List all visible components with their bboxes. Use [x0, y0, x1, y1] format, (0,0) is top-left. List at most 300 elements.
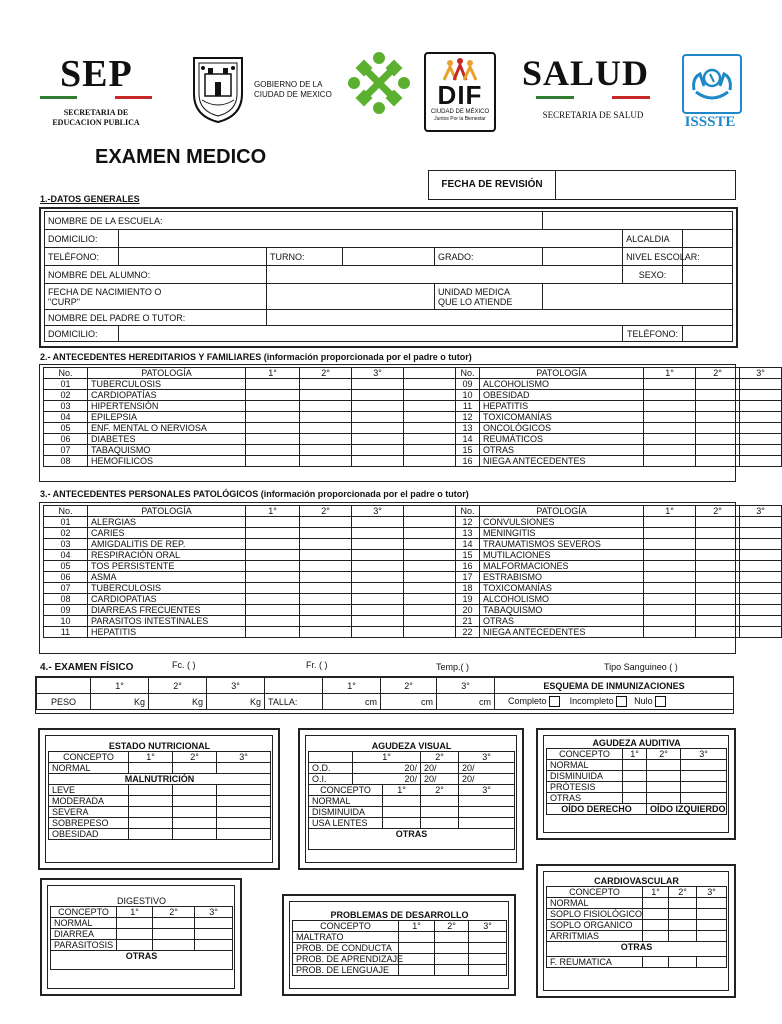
check-cell[interactable] [644, 434, 696, 445]
agudeza-visual-table [308, 741, 515, 850]
check-cell[interactable] [246, 445, 300, 456]
check-cell[interactable] [644, 517, 696, 528]
check-cell[interactable] [697, 909, 727, 920]
check-cell[interactable] [352, 517, 404, 528]
car-h2: 2° [669, 887, 697, 898]
check-cell[interactable] [643, 898, 669, 909]
check-cell[interactable] [117, 940, 153, 951]
check-cell[interactable] [647, 793, 681, 804]
check-cell[interactable] [352, 561, 404, 572]
check-cell[interactable] [300, 539, 352, 550]
agudeza-auditiva-box [536, 728, 736, 840]
check-cell[interactable] [352, 379, 404, 390]
check-cell[interactable] [435, 965, 469, 976]
check-cell[interactable] [300, 583, 352, 594]
check-cell[interactable] [623, 793, 647, 804]
nulo-checkbox[interactable] [655, 696, 666, 707]
check-cell[interactable] [217, 785, 271, 796]
check-cell[interactable] [696, 550, 740, 561]
check-cell[interactable] [696, 390, 740, 401]
fecha-nac-line1: FECHA DE NACIMIENTO O [48, 286, 162, 297]
col-patologia: PATOLOGÍA [88, 368, 246, 379]
check-cell[interactable] [246, 605, 300, 616]
check-cell[interactable] [696, 561, 740, 572]
check-cell[interactable] [129, 796, 173, 807]
check-cell[interactable] [644, 605, 696, 616]
check-cell[interactable] [740, 445, 782, 456]
talla-col-2: 2° [381, 678, 437, 694]
row-patologia: MALFORMACIONES [480, 561, 644, 572]
check-cell[interactable] [435, 943, 469, 954]
row-label: PARASITOSIS [51, 940, 117, 951]
check-cell[interactable] [246, 572, 300, 583]
car-cell[interactable] [669, 957, 697, 968]
check-cell[interactable] [696, 379, 740, 390]
check-cell[interactable] [643, 909, 669, 920]
check-cell[interactable] [246, 379, 300, 390]
check-cell[interactable] [740, 517, 782, 528]
check-cell[interactable] [246, 412, 300, 423]
check-cell[interactable] [300, 605, 352, 616]
check-cell[interactable] [195, 940, 233, 951]
row-number: 18 [456, 583, 480, 594]
check-cell[interactable] [153, 918, 195, 929]
row-patologia: HEPATITIS [88, 627, 246, 638]
nut-cell[interactable] [129, 763, 173, 774]
check-cell[interactable] [647, 771, 681, 782]
check-cell[interactable] [300, 412, 352, 423]
check-cell[interactable] [399, 954, 435, 965]
check-cell[interactable] [352, 616, 404, 627]
dig-h1: 1° [117, 907, 153, 918]
check-cell[interactable] [300, 616, 352, 627]
nivel-label: NIVEL ESCOLAR: [623, 248, 683, 266]
des-h2: 2° [435, 921, 469, 932]
check-cell[interactable] [352, 583, 404, 594]
row-patologia: TRAUMATISMOS SEVEROS [480, 539, 644, 550]
row-number: 16 [456, 456, 480, 467]
check-cell[interactable] [246, 561, 300, 572]
alumno-field[interactable] [267, 266, 623, 284]
fecha-revision-field[interactable] [557, 171, 733, 199]
padre-field[interactable] [267, 310, 733, 326]
check-cell[interactable] [740, 550, 782, 561]
cardiovascular-box [536, 864, 736, 998]
check-cell[interactable] [740, 616, 782, 627]
visual-c3: 3° [459, 785, 515, 796]
check-cell[interactable] [195, 918, 233, 929]
check-cell[interactable] [352, 550, 404, 561]
turno-field[interactable] [343, 248, 435, 266]
datos-generales-frame [39, 207, 738, 348]
unidad-line2: QUE LO ATIENDE [438, 296, 513, 307]
check-cell[interactable] [669, 909, 697, 920]
check-cell[interactable] [129, 829, 173, 840]
gap-cell [404, 434, 456, 445]
check-cell[interactable] [681, 771, 727, 782]
row-number: 14 [456, 539, 480, 550]
check-cell[interactable] [740, 561, 782, 572]
check-cell[interactable] [644, 572, 696, 583]
row-patologia: TUBERCULOSIS [88, 379, 246, 390]
check-cell[interactable] [246, 401, 300, 412]
check-cell[interactable] [696, 412, 740, 423]
digestivo-box [40, 878, 242, 996]
row-number: 13 [456, 528, 480, 539]
check-cell[interactable] [352, 456, 404, 467]
estado-nutricional-table [48, 741, 271, 840]
check-cell[interactable] [696, 423, 740, 434]
check-cell[interactable] [459, 807, 515, 818]
desarrollo-table [292, 910, 507, 976]
check-cell[interactable] [421, 796, 459, 807]
check-cell[interactable] [352, 412, 404, 423]
check-cell[interactable] [696, 539, 740, 550]
salud-tricolor-rule [536, 96, 650, 99]
sexo-field[interactable] [683, 266, 733, 284]
telefono2-field[interactable] [683, 326, 733, 342]
row-number: 06 [44, 572, 88, 583]
peso-1-field[interactable]: Kg [91, 694, 149, 710]
check-cell[interactable] [644, 390, 696, 401]
incompleto-checkbox[interactable] [616, 696, 627, 707]
check-cell[interactable] [696, 605, 740, 616]
check-cell[interactable] [459, 796, 515, 807]
alcaldia-field[interactable] [683, 230, 733, 248]
escuela-field[interactable] [543, 212, 733, 230]
check-cell[interactable] [696, 528, 740, 539]
cdmx-flower-icon [346, 50, 412, 116]
desarrollo-box [282, 894, 516, 996]
check-cell[interactable] [469, 954, 507, 965]
check-cell[interactable] [217, 818, 271, 829]
check-cell[interactable] [421, 807, 459, 818]
incompleto-label: Incompleto [569, 695, 614, 706]
check-cell[interactable] [647, 760, 681, 771]
check-cell[interactable] [399, 965, 435, 976]
check-cell[interactable] [246, 423, 300, 434]
examen-fisico-frame [35, 676, 734, 714]
talla-col-3: 3° [437, 678, 495, 694]
domicilio-field[interactable] [119, 230, 623, 248]
oi-3-field[interactable]: 20/ [459, 774, 515, 785]
check-cell[interactable] [644, 627, 696, 638]
check-cell[interactable] [217, 796, 271, 807]
digestivo-table [50, 896, 233, 970]
oi-2-field[interactable]: 20/ [421, 774, 459, 785]
col-no: No. [44, 368, 88, 379]
check-cell[interactable] [644, 561, 696, 572]
check-cell[interactable] [300, 561, 352, 572]
personales-frame [39, 502, 765, 654]
row-label: NORMAL [547, 760, 623, 771]
check-cell[interactable] [644, 379, 696, 390]
check-cell[interactable] [697, 931, 727, 942]
check-cell[interactable] [352, 445, 404, 456]
check-cell[interactable] [246, 616, 300, 627]
check-cell[interactable] [246, 517, 300, 528]
row-patologia: DIARREAS FRECUENTES [88, 605, 246, 616]
check-cell[interactable] [696, 594, 740, 605]
table-row [49, 829, 271, 840]
check-cell[interactable] [740, 423, 782, 434]
nut-rows [49, 785, 271, 840]
check-cell[interactable] [352, 528, 404, 539]
check-cell[interactable] [246, 550, 300, 561]
gap-cell [404, 616, 456, 627]
check-cell[interactable] [459, 818, 515, 829]
check-cell[interactable] [300, 594, 352, 605]
check-cell[interactable] [696, 445, 740, 456]
check-cell[interactable] [740, 528, 782, 539]
peso-3-field[interactable]: Kg [207, 694, 265, 710]
check-cell[interactable] [681, 782, 727, 793]
check-cell[interactable] [696, 434, 740, 445]
nut-h2: 2° [173, 752, 217, 763]
od-1-field[interactable]: 20/ [353, 763, 421, 774]
check-cell[interactable] [740, 379, 782, 390]
nut-cell[interactable] [173, 763, 217, 774]
check-cell[interactable] [246, 528, 300, 539]
od-3-field[interactable]: 20/ [459, 763, 515, 774]
check-cell[interactable] [696, 517, 740, 528]
nut-h3: 3° [217, 752, 271, 763]
check-cell[interactable] [246, 594, 300, 605]
check-cell[interactable] [300, 434, 352, 445]
table-row [547, 793, 727, 804]
check-cell[interactable] [740, 539, 782, 550]
row-label: LEVE [49, 785, 129, 796]
row-patologia: CONVULSIONES [480, 517, 644, 528]
od-2-field[interactable]: 20/ [421, 763, 459, 774]
check-cell[interactable] [153, 940, 195, 951]
table-row [44, 379, 782, 390]
check-cell[interactable] [246, 539, 300, 550]
check-cell[interactable] [300, 627, 352, 638]
aud-oido-izquierdo: OÍDO IZQUIERDO [647, 804, 727, 815]
check-cell[interactable] [696, 572, 740, 583]
table-row [44, 572, 782, 583]
gap-cell [404, 594, 456, 605]
check-cell[interactable] [740, 434, 782, 445]
check-cell[interactable] [383, 807, 421, 818]
check-cell[interactable] [697, 898, 727, 909]
car-cell[interactable] [643, 957, 669, 968]
check-cell[interactable] [246, 390, 300, 401]
check-cell[interactable] [644, 456, 696, 467]
check-cell[interactable] [697, 920, 727, 931]
check-cell[interactable] [647, 782, 681, 793]
check-cell[interactable] [696, 456, 740, 467]
check-cell[interactable] [681, 760, 727, 771]
check-cell[interactable] [399, 943, 435, 954]
domicilio2-field[interactable] [119, 326, 623, 342]
check-cell[interactable] [117, 929, 153, 940]
check-cell[interactable] [352, 605, 404, 616]
dig-concepto: CONCEPTO [51, 907, 117, 918]
row-label: PROB. DE LENGUAJE [293, 965, 399, 976]
check-cell[interactable] [352, 627, 404, 638]
check-cell[interactable] [669, 931, 697, 942]
check-cell[interactable] [352, 539, 404, 550]
dig-h2: 2° [153, 907, 195, 918]
check-cell[interactable] [173, 785, 217, 796]
talla-3-field[interactable]: cm [437, 694, 495, 710]
check-cell[interactable] [740, 583, 782, 594]
check-cell[interactable] [435, 954, 469, 965]
check-cell[interactable] [644, 594, 696, 605]
check-cell[interactable] [643, 931, 669, 942]
check-cell[interactable] [435, 932, 469, 943]
check-cell[interactable] [246, 627, 300, 638]
check-cell[interactable] [669, 898, 697, 909]
check-cell[interactable] [300, 379, 352, 390]
check-cell[interactable] [300, 390, 352, 401]
sep-logo: SEP [60, 53, 133, 95]
check-cell[interactable] [644, 528, 696, 539]
check-cell[interactable] [300, 550, 352, 561]
check-cell[interactable] [129, 818, 173, 829]
check-cell[interactable] [173, 796, 217, 807]
grado-field[interactable] [543, 248, 623, 266]
check-cell[interactable] [740, 412, 782, 423]
check-cell[interactable] [117, 918, 153, 929]
curp-field[interactable] [267, 284, 435, 310]
check-cell[interactable] [696, 616, 740, 627]
row-patologia: MUTILACIONES [480, 550, 644, 561]
check-cell[interactable] [173, 807, 217, 818]
check-cell[interactable] [644, 539, 696, 550]
check-cell[interactable] [623, 760, 647, 771]
row-number: 17 [456, 572, 480, 583]
check-cell[interactable] [696, 627, 740, 638]
check-cell[interactable] [681, 793, 727, 804]
check-cell[interactable] [469, 965, 507, 976]
check-cell[interactable] [644, 401, 696, 412]
check-cell[interactable] [644, 423, 696, 434]
escuela-label: NOMBRE DE LA ESCUELA: [45, 212, 543, 230]
col-no: No. [456, 506, 480, 517]
telefono-field[interactable] [119, 248, 267, 266]
check-cell[interactable] [300, 423, 352, 434]
aud-h3: 3° [681, 749, 727, 760]
issste-wordmark: ISSSTE [684, 114, 736, 130]
check-cell[interactable] [644, 412, 696, 423]
unidad-field[interactable] [543, 284, 733, 310]
check-cell[interactable] [740, 594, 782, 605]
check-cell[interactable] [669, 920, 697, 931]
section-2-title: 2.- ANTECEDENTES HEREDITARIOS Y FAMILIARES (información proporcionada por el padre o tutor) [40, 352, 472, 362]
check-cell[interactable] [696, 583, 740, 594]
check-cell[interactable] [173, 818, 217, 829]
check-cell[interactable] [217, 807, 271, 818]
completo-checkbox[interactable] [549, 696, 560, 707]
check-cell[interactable] [643, 920, 669, 931]
check-cell[interactable] [469, 932, 507, 943]
row-label: DISMINUIDA [309, 807, 383, 818]
row-patologia: NIEGA ANTECEDENTES [480, 456, 644, 467]
oi-1-field[interactable]: 20/ [353, 774, 421, 785]
talla-1-field[interactable]: cm [323, 694, 381, 710]
check-cell[interactable] [740, 390, 782, 401]
check-cell[interactable] [740, 401, 782, 412]
check-cell[interactable] [352, 594, 404, 605]
gap-cell [404, 627, 456, 638]
check-cell[interactable] [740, 456, 782, 467]
check-cell[interactable] [644, 445, 696, 456]
car-cell[interactable] [697, 957, 727, 968]
row-patologia: ENF. MENTAL O NERVIOSA [88, 423, 246, 434]
check-cell[interactable] [300, 528, 352, 539]
row-label: SOPLO ORGANICO [547, 920, 643, 931]
row-patologia: TOXICOMANÍAS [480, 583, 644, 594]
dif-tagline: Juntos Por la Bienestar [434, 116, 486, 122]
visual-title: AGUDEZA VISUAL [309, 741, 515, 752]
check-cell[interactable] [173, 829, 217, 840]
check-cell[interactable] [383, 818, 421, 829]
check-cell[interactable] [246, 583, 300, 594]
check-cell[interactable] [352, 401, 404, 412]
check-cell[interactable] [644, 616, 696, 627]
check-cell[interactable] [644, 583, 696, 594]
check-cell[interactable] [383, 796, 421, 807]
check-cell[interactable] [129, 785, 173, 796]
check-cell[interactable] [740, 572, 782, 583]
check-cell[interactable] [644, 550, 696, 561]
check-cell[interactable] [246, 434, 300, 445]
row-patologia: EPILEPSIA [88, 412, 246, 423]
check-cell[interactable] [469, 943, 507, 954]
peso-col-2: 2° [149, 678, 207, 694]
peso-2-field[interactable]: Kg [149, 694, 207, 710]
check-cell[interactable] [352, 434, 404, 445]
check-cell[interactable] [129, 807, 173, 818]
check-cell[interactable] [352, 390, 404, 401]
check-cell[interactable] [623, 782, 647, 793]
table-row [309, 818, 515, 829]
check-cell[interactable] [300, 572, 352, 583]
check-cell[interactable] [217, 829, 271, 840]
talla-2-field[interactable]: cm [381, 694, 437, 710]
row-label: PROB. DE CONDUCTA [293, 943, 399, 954]
check-cell[interactable] [352, 572, 404, 583]
check-cell[interactable] [300, 445, 352, 456]
check-cell[interactable] [300, 401, 352, 412]
row-label: NORMAL [547, 898, 643, 909]
visual-h3: 3° [459, 752, 515, 763]
check-cell[interactable] [623, 771, 647, 782]
row-label: OBESIDAD [49, 829, 129, 840]
check-cell[interactable] [153, 929, 195, 940]
check-cell[interactable] [246, 456, 300, 467]
nut-cell[interactable] [217, 763, 271, 774]
check-cell[interactable] [696, 401, 740, 412]
check-cell[interactable] [300, 517, 352, 528]
auditiva-title: AGUDEZA AUDITIVA [547, 738, 727, 749]
check-cell[interactable] [740, 627, 782, 638]
check-cell[interactable] [195, 929, 233, 940]
issste-hands-icon [682, 54, 742, 114]
peso-col-3: 3° [207, 678, 265, 694]
salud-logo: SALUD [522, 53, 650, 93]
check-cell[interactable] [740, 605, 782, 616]
check-cell[interactable] [352, 423, 404, 434]
check-cell[interactable] [399, 932, 435, 943]
nutricional-title: ESTADO NUTRICIONAL [49, 741, 271, 752]
check-cell[interactable] [300, 456, 352, 467]
row-patologia: HEPATITIS [480, 401, 644, 412]
check-cell[interactable] [421, 818, 459, 829]
